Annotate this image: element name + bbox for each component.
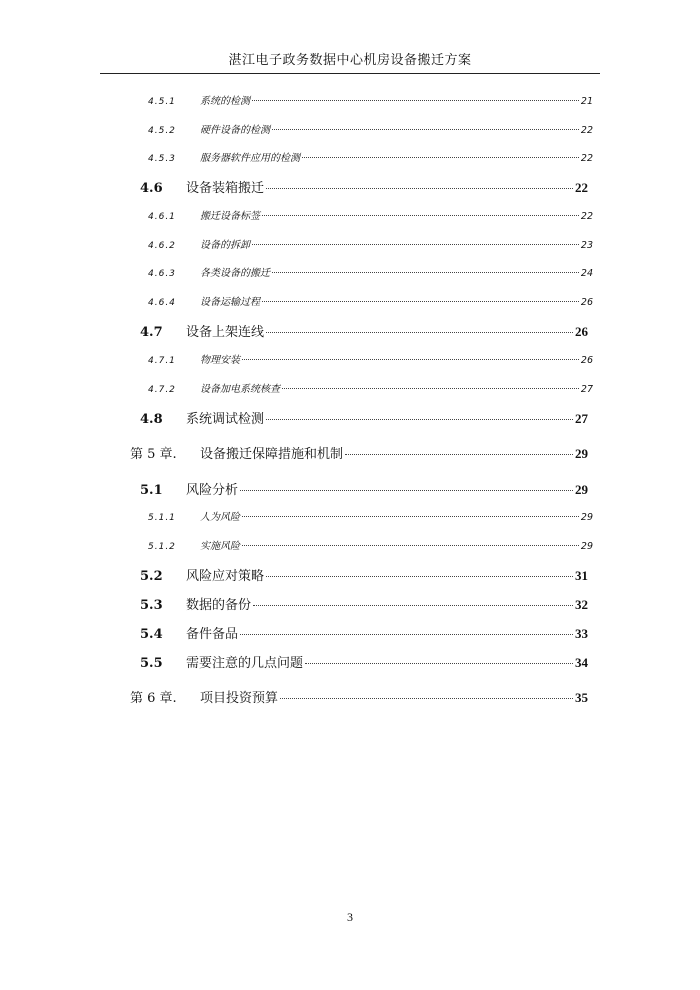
toc-entry-title: 硬件设备的检测 <box>200 125 270 136</box>
toc-entry-page: 26 <box>575 324 588 339</box>
toc-entry-title: 人为风险 <box>200 512 240 523</box>
toc-entry-page: 26 <box>580 355 593 366</box>
toc-entry-title: 设备装箱搬迁 <box>186 181 265 196</box>
toc-entry[interactable] <box>140 321 588 340</box>
toc-entry-title: 需要注意的几点问题 <box>186 656 304 671</box>
toc-leader-dots <box>302 157 579 158</box>
toc-leader-dots <box>262 301 579 302</box>
toc-entry-page: 31 <box>575 568 588 583</box>
toc-entry[interactable] <box>148 207 593 222</box>
toc-leader-dots <box>266 576 573 577</box>
toc-entry-title: 服务器软件应用的检测 <box>200 153 300 164</box>
toc-entry-number: 5.1 <box>140 483 163 498</box>
toc-entry-page: 32 <box>575 597 588 612</box>
toc-entry-page: 29 <box>580 541 593 552</box>
toc-leader-dots <box>240 490 573 491</box>
toc-leader-dots <box>266 332 573 333</box>
toc-entry[interactable] <box>140 479 588 498</box>
toc-leader-dots <box>305 663 573 664</box>
toc-entry[interactable] <box>148 92 593 107</box>
toc-entry-page: 26 <box>580 297 593 308</box>
toc-entry[interactable] <box>148 508 593 523</box>
toc-entry[interactable] <box>140 177 588 196</box>
toc-leader-dots <box>282 388 579 389</box>
toc-entry-title: 设备的拆卸 <box>200 240 250 251</box>
toc-entry-number: 4.6.2 <box>148 241 176 251</box>
toc-entry-page: 34 <box>575 655 588 670</box>
toc-entry-number: 5.4 <box>140 627 163 642</box>
toc-entry-page: 35 <box>575 690 588 705</box>
toc-leader-dots <box>240 634 573 635</box>
toc-entry-title: 数据的备份 <box>186 598 252 613</box>
page-number: 3 <box>347 910 353 924</box>
toc-entry-title: 风险分析 <box>186 483 239 498</box>
toc-entry-number: 4.5.1 <box>148 97 176 107</box>
toc-leader-dots <box>272 129 579 130</box>
toc-leader-dots <box>242 545 579 546</box>
header-divider <box>100 73 600 74</box>
toc-entry[interactable] <box>148 380 593 395</box>
toc-entry-number: 4.7.2 <box>148 385 176 395</box>
toc-entry-number: 第 5 章. <box>130 447 177 462</box>
toc-leader-dots <box>253 605 573 606</box>
toc-entry-title: 物理安装 <box>200 355 240 366</box>
toc-entry[interactable] <box>140 408 588 427</box>
toc-entry[interactable] <box>148 351 593 366</box>
toc-entry-page: 22 <box>580 125 593 136</box>
toc-entry-page: 23 <box>580 240 593 251</box>
toc-entry[interactable] <box>148 264 593 279</box>
toc-leader-dots <box>242 516 579 517</box>
toc-entry-number: 第 6 章. <box>130 691 177 706</box>
toc-entry-title: 各类设备的搬迁 <box>200 268 270 279</box>
toc-entry[interactable] <box>148 149 593 164</box>
toc-entry[interactable] <box>140 594 588 613</box>
toc-leader-dots <box>242 359 579 360</box>
toc-entry-title: 系统的检测 <box>200 96 250 107</box>
toc-entry[interactable] <box>148 121 593 136</box>
toc-entry-title: 设备搬迁保障措施和机制 <box>200 447 344 462</box>
toc-entry-number: 4.5.3 <box>148 154 176 164</box>
toc-leader-dots <box>345 454 573 455</box>
toc-entry-number: 4.6.1 <box>148 212 176 222</box>
toc-entry-title: 备件备品 <box>186 627 239 642</box>
toc-entry-number: 5.5 <box>140 656 163 671</box>
toc-entry[interactable] <box>130 443 588 462</box>
toc-entry-page: 27 <box>580 384 593 395</box>
toc-entry-number: 5.2 <box>140 569 163 584</box>
toc-entry-number: 4.7 <box>140 325 163 340</box>
toc-entry-page: 29 <box>575 482 588 497</box>
toc-entry-number: 4.5.2 <box>148 126 176 136</box>
toc-entry-number: 4.6.4 <box>148 298 176 308</box>
toc-entry-page: 21 <box>580 96 593 107</box>
toc-entry-title: 设备运输过程 <box>200 297 260 308</box>
toc-leader-dots <box>280 698 573 699</box>
toc-entry-number: 4.8 <box>140 412 163 427</box>
toc-entry-number: 5.1.2 <box>148 542 176 552</box>
toc-entry[interactable] <box>140 623 588 642</box>
toc-entry-title: 设备加电系统核查 <box>200 384 280 395</box>
toc-leader-dots <box>252 244 579 245</box>
toc-entry-number: 5.1.1 <box>148 513 176 523</box>
toc-entry[interactable] <box>130 687 588 706</box>
toc-entry-title: 搬迁设备标签 <box>200 211 260 222</box>
toc-entry-page: 22 <box>580 211 593 222</box>
toc-entry-page: 27 <box>575 411 588 426</box>
toc-entry-page: 24 <box>580 268 593 279</box>
toc-leader-dots <box>272 272 579 273</box>
toc-entry-title: 系统调试检测 <box>186 412 265 427</box>
toc-entry-title: 实施风险 <box>200 541 240 552</box>
toc-entry-page: 22 <box>580 153 593 164</box>
toc-entry[interactable] <box>148 236 593 251</box>
toc-entry[interactable] <box>148 293 593 308</box>
toc-entry-page: 29 <box>575 446 588 461</box>
toc-entry[interactable] <box>148 537 593 552</box>
toc-entry-number: 5.3 <box>140 598 163 613</box>
toc-entry-number: 4.6 <box>140 181 163 196</box>
toc-leader-dots <box>252 100 579 101</box>
toc-leader-dots <box>266 188 573 189</box>
toc-entry-title: 项目投资预算 <box>200 691 279 706</box>
toc-entry-page: 22 <box>575 180 588 195</box>
toc-entry-title: 风险应对策略 <box>186 569 265 584</box>
toc-leader-dots <box>266 419 573 420</box>
toc-entry[interactable] <box>140 652 588 671</box>
toc-entry-number: 4.6.3 <box>148 269 176 279</box>
toc-entry-page: 33 <box>575 626 588 641</box>
page-header-title: 湛江电子政务数据中心机房设备搬迁方案 <box>228 53 472 68</box>
toc-entry-page: 29 <box>580 512 593 523</box>
toc-leader-dots <box>262 215 579 216</box>
toc-entry-number: 4.7.1 <box>148 356 176 366</box>
toc-entry[interactable] <box>140 565 588 584</box>
toc-entry-title: 设备上架连线 <box>186 325 265 340</box>
